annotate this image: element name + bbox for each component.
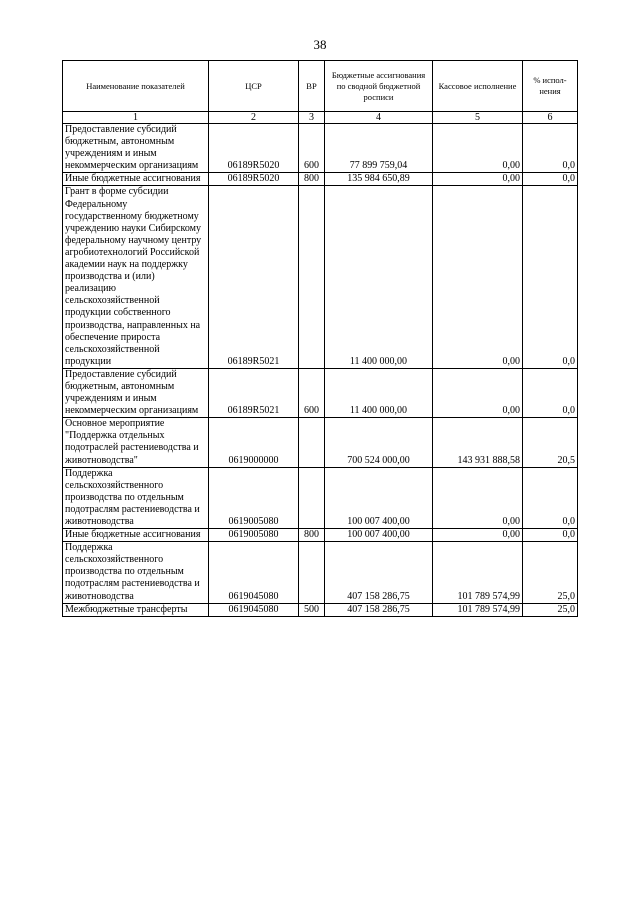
row-vr: 800 [299,529,325,542]
row-name: Межбюджетные трансферты [63,603,209,616]
table-row [63,603,578,616]
column-number: 6 [523,112,578,124]
column-number: 3 [299,112,325,124]
budget-table [62,60,578,617]
row-pct: 0,0 [523,173,578,186]
row-pct: 20,5 [523,418,578,467]
row-csr: 06189R5021 [209,368,299,417]
row-csr: 0619045080 [209,542,299,603]
row-csr: 06189R5020 [209,124,299,173]
row-cash: 0,00 [433,173,523,186]
row-name: Иные бюджетные ассигнования [63,173,209,186]
row-pct: 0,0 [523,467,578,528]
row-csr: 06189R5020 [209,173,299,186]
row-cash: 101 789 574,99 [433,542,523,603]
row-vr [299,467,325,528]
row-plan: 100 007 400,00 [325,467,433,528]
row-cash: 0,00 [433,529,523,542]
row-vr: 600 [299,368,325,417]
row-pct: 0,0 [523,124,578,173]
row-name: Иные бюджетные ассигнования [63,529,209,542]
row-plan: 407 158 286,75 [325,542,433,603]
header-vr: ВР [299,61,325,112]
row-name: Основное мероприятие "Поддержка отдельных подотраслей растениеводства и животноводства" [63,418,209,467]
row-csr: 06189R5021 [209,186,299,368]
row-cash: 143 931 888,58 [433,418,523,467]
header-plan: Бюджетные ассигнования по сводной бюджетной росписи [325,61,433,112]
row-name: Поддержка сельскохозяйственного производства по отдельным подотраслям растениеводства и животноводства [63,542,209,603]
row-vr: 800 [299,173,325,186]
table-row [63,173,578,186]
column-number: 4 [325,112,433,124]
table-row [63,467,578,528]
row-cash: 0,00 [433,467,523,528]
row-csr: 0619005080 [209,529,299,542]
row-plan: 407 158 286,75 [325,603,433,616]
row-pct: 0,0 [523,529,578,542]
column-number: 5 [433,112,523,124]
table-row [63,542,578,603]
page-number: 38 [313,37,327,52]
column-number: 1 [63,112,209,124]
table-row [63,368,578,417]
table-row [63,124,578,173]
row-name: Поддержка сельскохозяйственного производства по отдельным подотраслям растениеводства и животноводства [63,467,209,528]
row-vr: 600 [299,124,325,173]
row-vr: 500 [299,603,325,616]
table-header-row [63,61,578,112]
row-name: Предоставление субсидий бюджетным, автономным учреждениям и иным некоммерческим организациям [63,368,209,417]
row-csr: 0619000000 [209,418,299,467]
row-csr: 0619045080 [209,603,299,616]
row-plan: 135 984 650,89 [325,173,433,186]
table-row [63,186,578,368]
row-csr: 0619005080 [209,467,299,528]
row-cash: 101 789 574,99 [433,603,523,616]
row-pct: 0,0 [523,186,578,368]
row-vr [299,542,325,603]
header-cash: Кассовое исполнение [433,61,523,112]
header-csr: ЦСР [209,61,299,112]
column-number: 2 [209,112,299,124]
row-name: Грант в форме субсидии Федеральному государственному бюджетному учреждению науки Сибирскому федеральному научному центру агробиотехнологий Российской академии наук на поддержку производства и (или) реализацию сельскохозяйственной продукции собственного производства, направленных на обеспечение прироста сельскохозяйственной продукции [63,186,209,368]
table-row [63,529,578,542]
row-pct: 0,0 [523,368,578,417]
row-plan: 11 400 000,00 [325,186,433,368]
header-name: Наименование показателей [63,61,209,112]
row-name: Предоставление субсидий бюджетным, автономным учреждениям и иным некоммерческим организациям [63,124,209,173]
row-plan: 77 899 759,04 [325,124,433,173]
row-pct: 25,0 [523,542,578,603]
header-pct: % испол-нения [523,61,578,112]
row-plan: 700 524 000,00 [325,418,433,467]
row-cash: 0,00 [433,124,523,173]
row-cash: 0,00 [433,186,523,368]
row-vr [299,418,325,467]
row-plan: 11 400 000,00 [325,368,433,417]
row-cash: 0,00 [433,368,523,417]
row-plan: 100 007 400,00 [325,529,433,542]
table-row [63,418,578,467]
row-pct: 25,0 [523,603,578,616]
row-vr [299,186,325,368]
column-numbers-row [63,112,578,124]
